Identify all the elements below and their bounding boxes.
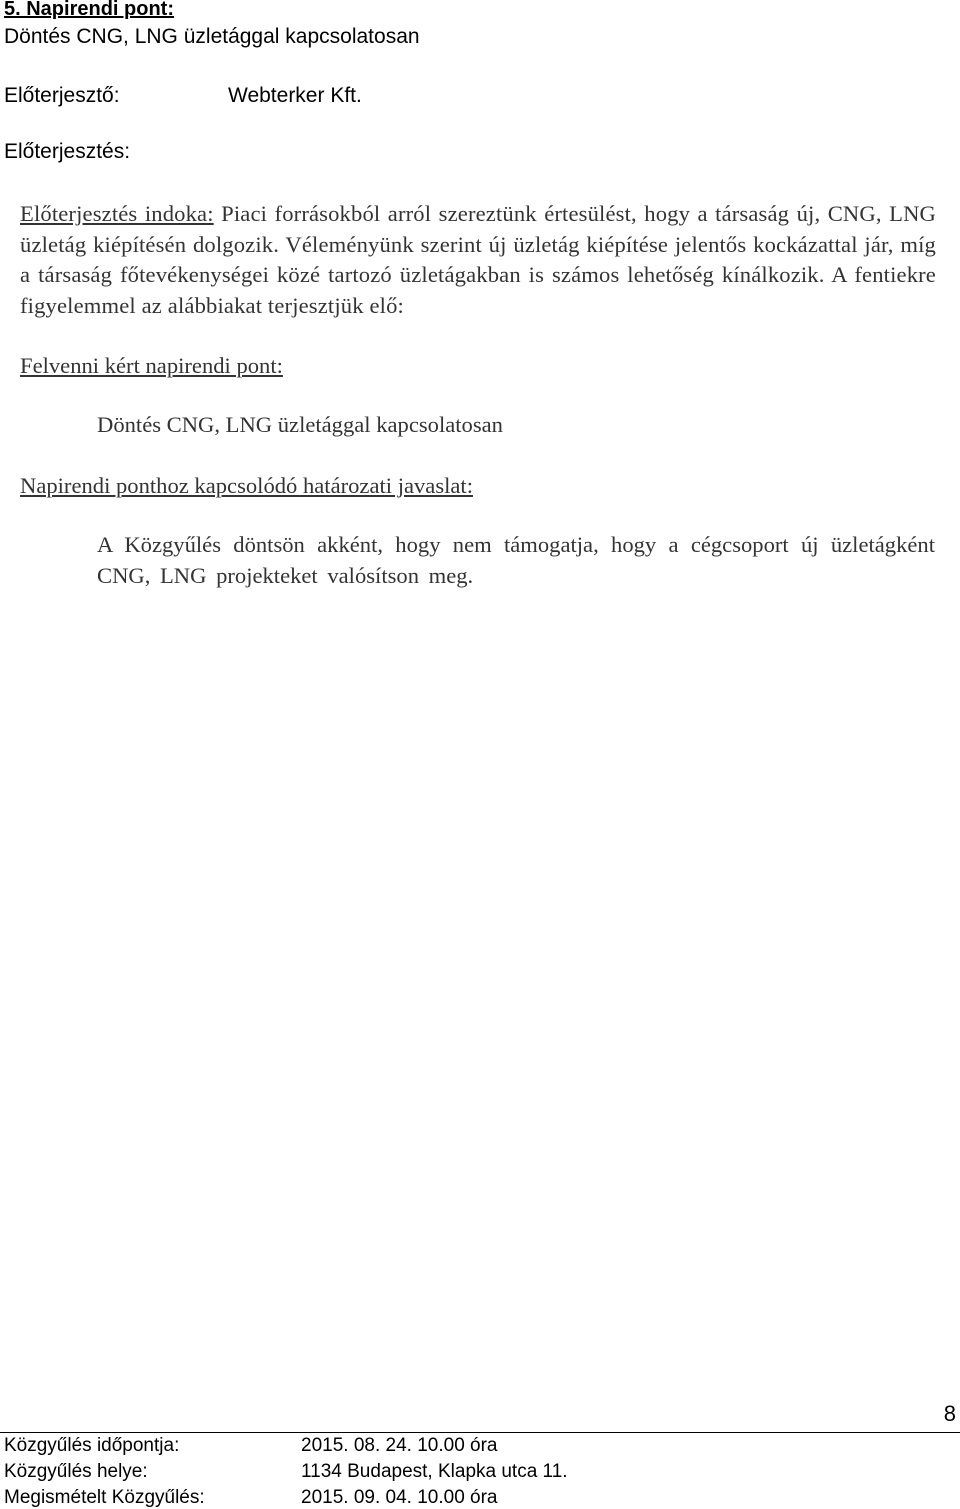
footer-label: Megismételt Közgyűlés: bbox=[4, 1487, 205, 1508]
footer-value: 2015. 08. 24. 10.00 óra bbox=[301, 1435, 498, 1456]
resolution-label: Napirendi ponthoz kapcsolódó határozati javaslat: bbox=[20, 473, 473, 498]
presenter-value: Webterker Kft. bbox=[228, 84, 362, 107]
agenda-item-subject: Döntés CNG, LNG üzletággal kapcsolatosan bbox=[4, 25, 420, 48]
footer-label: Közgyűlés helye: bbox=[4, 1461, 148, 1482]
page-number: 8 bbox=[943, 1401, 956, 1426]
footer-label: Közgyűlés időpontja: bbox=[4, 1435, 180, 1456]
agenda-request-label: Felvenni kért napirendi pont: bbox=[20, 353, 283, 378]
resolution-text: A Közgyűlés döntsön akként, hogy nem támogatja, hogy a cégcsoport új üzletágként CNG, LNG projekteket valósítson meg. bbox=[97, 532, 935, 588]
footer-value: 2015. 09. 04. 10.00 óra bbox=[301, 1487, 498, 1508]
agenda-request-item: Döntés CNG, LNG üzletággal kapcsolatosan bbox=[97, 412, 503, 437]
footer-value: 1134 Budapest, Klapka utca 11. bbox=[301, 1461, 568, 1482]
agenda-item-title: 5. Napirendi pont: bbox=[4, 0, 174, 20]
reason-text: Piaci forrásokból arról szereztünk értesülést, hogy a társaság új, CNG, LNG üzletág kiépítésén dolgozik. Véleményünk szerint új üzletág kiépítése jelentős kockázattal jár, míg a társaság főtevékenységei közé tartozó üzletágakban is számos lehetőség kínálkozik. A fentiekre figyelemmel az alábbiakat terjesztjük elő: bbox=[20, 201, 937, 318]
scanned-proposal bbox=[0, 190, 960, 630]
presenter-label: Előterjesztő: bbox=[4, 84, 120, 107]
proposal-reason bbox=[20, 199, 936, 321]
reason-label: Előterjesztés indoka: bbox=[20, 201, 214, 226]
footer-divider bbox=[0, 1432, 960, 1433]
proposal-label: Előterjesztés: bbox=[4, 140, 131, 163]
